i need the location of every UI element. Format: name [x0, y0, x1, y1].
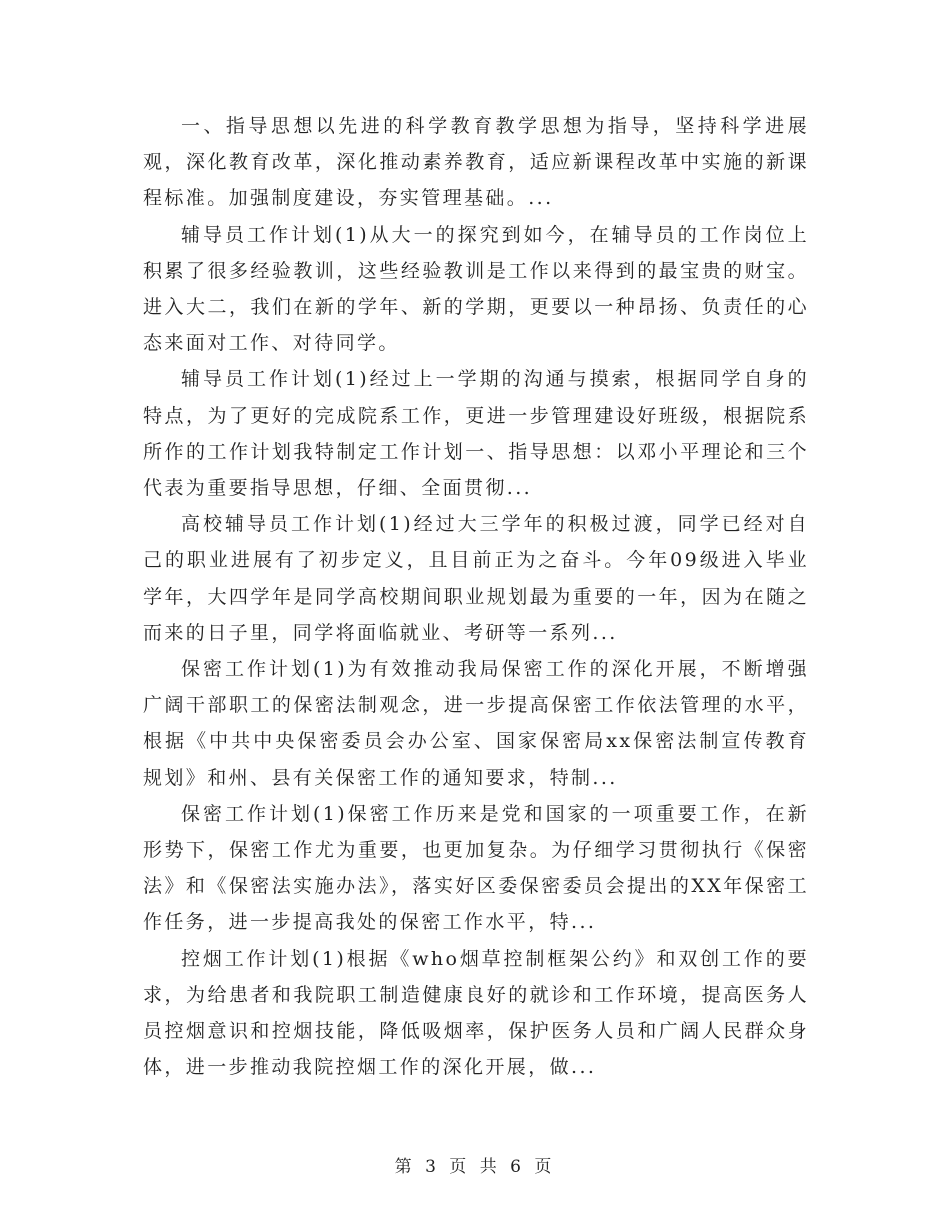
- paragraph-counselor-plan-1: 辅导员工作计划(1)从大一的探究到如今，在辅导员的工作岗位上积累了很多经验教训，这些经验教训是工作以来得到的最宝贵的财宝。进入大二，我们在新的学年、新的学期，更要以一种昂扬、负责任的心态来面对工作、对待同学。: [143, 223, 809, 355]
- paragraph-confidentiality-plan-1: 保密工作计划(1)为有效推动我局保密工作的深化开展，不断增强广阔干部职工的保密法制观念，进一步提高保密工作依法管理的水平，根据《中共中央保密委员会办公室、国家保密局xx保密法制宣传教育规划》和州、县有关保密工作的通知要求，特制...: [143, 658, 809, 789]
- paragraph-university-counselor-plan: 高校辅导员工作计划(1)经过大三学年的积极过渡，同学已经对自己的职业进展有了初步定义，且目前正为之奋斗。今年09级进入毕业学年，大四学年是同学高校期间职业规划最为重要的一年，因为在随之而来的日子里，同学将面临就业、考研等一系列...: [143, 513, 809, 644]
- page-number-footer: 第 3 页 共 6 页: [394, 1157, 556, 1177]
- paragraph-tobacco-control-plan: 控烟工作计划(1)根据《who烟草控制框架公约》和双创工作的要求，为给患者和我院职工制造健康良好的就诊和工作环境，提高医务人员控烟意识和控烟技能，降低吸烟率，保护医务人员和广阔人民群众身体，进一步推动我院控烟工作的深化开展，做...: [143, 947, 809, 1079]
- paragraph-guiding-thought: 一、指导思想以先进的科学教育教学思想为指导，坚持科学进展观，深化教育改革，深化推动素养教育，适应新课程改革中实施的新课程标准。加强制度建设，夯实管理基础。...: [143, 115, 809, 210]
- paragraph-counselor-plan-2: 辅导员工作计划(1)经过上一学期的沟通与摸索，根据同学自身的特点，为了更好的完成院系工作，更进一步管理建设好班级，根据院系所作的工作计划我特制定工作计划一、指导思想：以邓小平理论和三个代表为重要指导思想，仔细、全面贯彻...: [143, 368, 809, 500]
- paragraph-confidentiality-plan-2: 保密工作计划(1)保密工作历来是党和国家的一项重要工作，在新形势下，保密工作尤为重要，也更加复杂。为仔细学习贯彻执行《保密法》和《保密法实施办法》，落实好区委保密委员会提出的XX年保密工作任务，进一步提高我处的保密工作水平，特...: [143, 802, 809, 934]
- document-body: [143, 108, 809, 1085]
